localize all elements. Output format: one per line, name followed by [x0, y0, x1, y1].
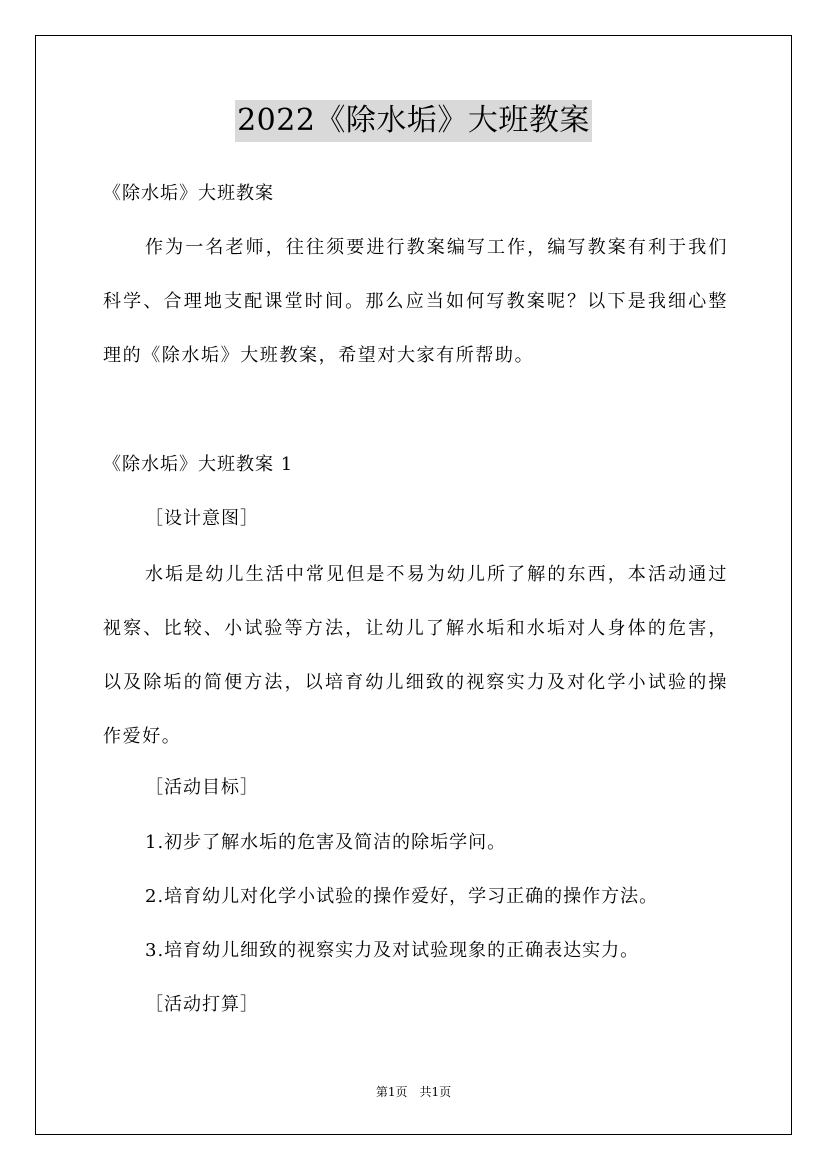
- design-intent-paragraph: 水垢是幼儿生活中常见但是不易为幼儿所了解的东西，本活动通过视察、比较、小试验等方法，让幼儿了解水垢和水垢对人身体的危害，以及除垢的简便方法，以培育幼儿细致的视察实力及对化学小试验的操作爱好。: [103, 564, 728, 747]
- goal-item-1: 1.初步了解水垢的危害及简洁的除垢学问。: [145, 832, 507, 853]
- section-heading: 《除水垢》大班教案 1: [103, 454, 294, 475]
- page-number: 第1页 共1页: [375, 1085, 452, 1099]
- goal-item-3: 3.培育幼儿细致的视察实力及对试验现象的正确表达实力。: [145, 940, 640, 961]
- goals-heading: ［活动目标］: [145, 777, 259, 798]
- document-subtitle: 《除水垢》大班教案: [103, 183, 274, 204]
- design-intent-heading: ［设计意图］: [145, 508, 259, 529]
- document-title: 2022《除水垢》大班教案: [235, 100, 592, 142]
- goal-item-2: 2.培育幼儿对化学小试验的操作爱好，学习正确的操作方法。: [145, 886, 659, 907]
- title-container: [0, 100, 827, 142]
- preparation-heading: ［活动打算］: [145, 994, 259, 1015]
- intro-paragraph: 作为一名老师，往往须要进行教案编写工作，编写教案有利于我们科学、合理地支配课堂时间。那么应当如何写教案呢？以下是我细心整理的《除水垢》大班教案，希望对大家有所帮助。: [103, 237, 728, 366]
